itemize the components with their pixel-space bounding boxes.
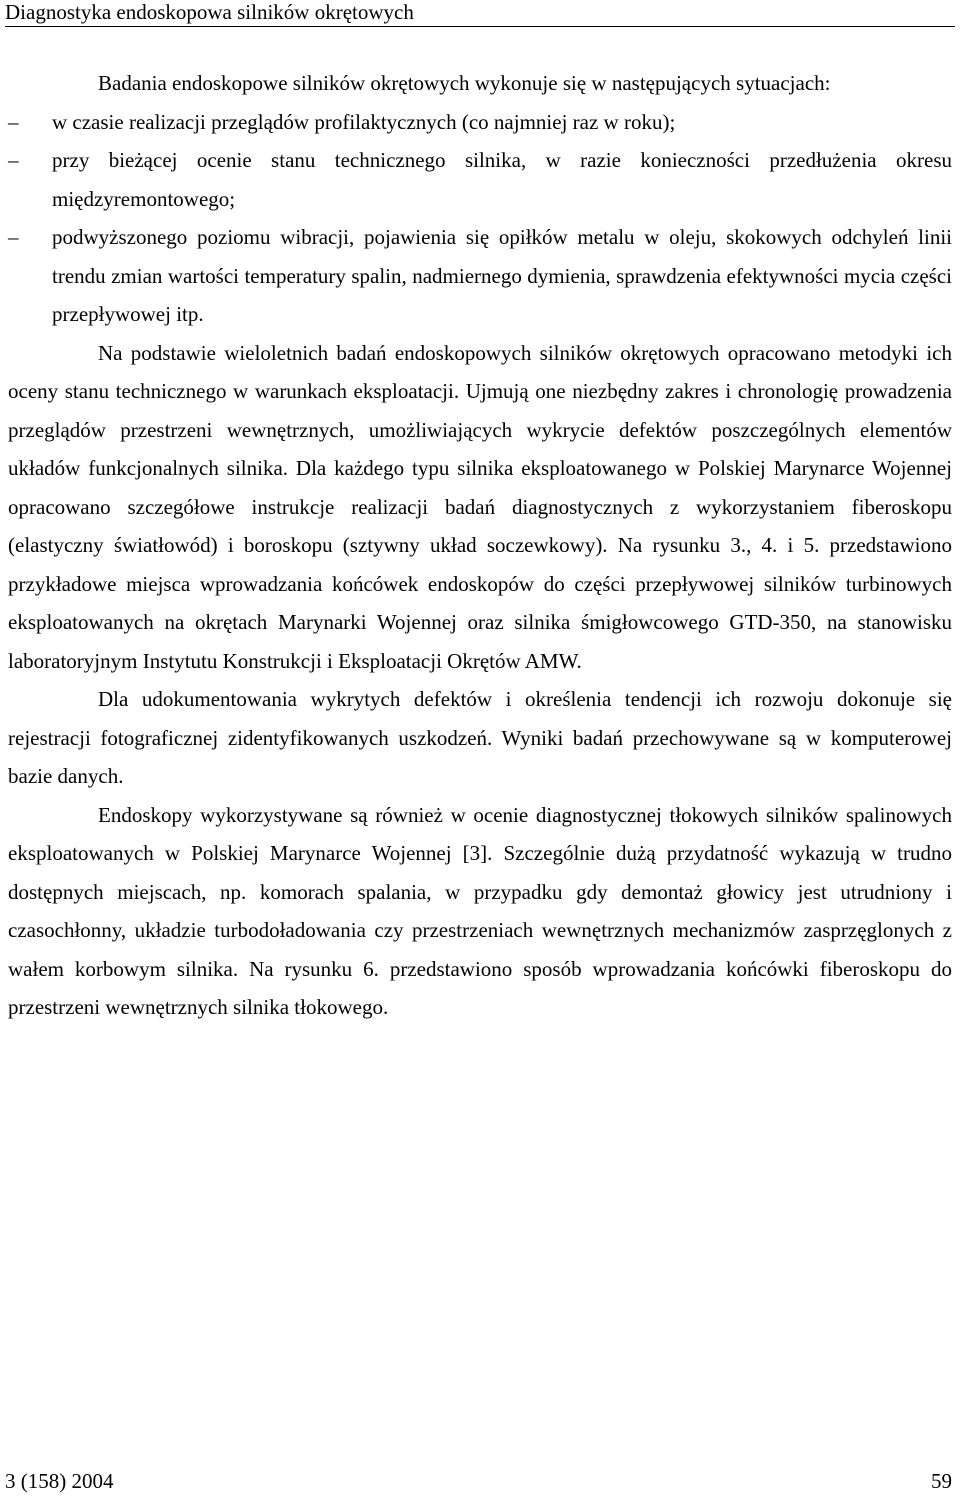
issue-label: 3 (158) 2004 — [5, 1469, 114, 1493]
page-footer — [5, 1468, 952, 1494]
list-item — [8, 141, 952, 218]
running-title: Diagnostyka endoskopowa silników okrętowych — [5, 0, 414, 24]
list-item-text: przy bieżącej ocenie stanu technicznego silnika, w razie konieczności przedłużenia okresu międzyremontowego; — [52, 148, 952, 211]
dash-bullet: – — [8, 225, 19, 249]
list-item — [8, 103, 952, 142]
paragraph-piston-engines: Endoskopy wykorzystywane są również w ocenie diagnostycznej tłokowych silników spalinowych eksploatowanych w Polskiej Marynarce Wojennej [3]. Szczególnie dużą przydatność wykazują w trudno dostępnych miejscach, np. komorach spalania, w przypadku gdy demontaż głowicy jest utrudniony i czasochłonny, układzie turbodoładowania czy przestrzeniach wewnętrznych mechanizmów zasprzęglonych z wałem korbowym silnika. Na rysunku 6. przedstawiono sposób wprowadzania końcówki fiberoskopu do przestrzeni wewnętrznych silnika tłokowego. — [8, 802, 952, 1019]
situations-list — [8, 103, 952, 334]
page-number: 59 — [931, 1469, 952, 1493]
list-item-text: podwyższonego poziomu wibracji, pojawienia się opiłków metalu w oleju, skokowych odchyleń linii trendu zmian wartości temperatury spalin, nadmiernego dymienia, sprawdzenia efektywności mycia części przepływowej itp. — [52, 225, 952, 326]
running-header — [5, 0, 955, 27]
intro-paragraph: Badania endoskopowe silników okrętowych wykonuje się w następujących sytuacjach: — [98, 71, 831, 95]
paragraph-methodology: Na podstawie wieloletnich badań endoskopowych silników okrętowych opracowano metodyki ich oceny stanu technicznego w warunkach eksploatacji. Ujmują one niezbędny zakres i chronologię prowadzenia przeglądów przestrzeni wewnętrznych, umożliwiających wykrycie defektów poszczególnych elementów układów funkcjonalnych silnika. Dla każdego typu silnika eksploatowanego w Polskiej Marynarce Wojennej opracowano szczegółowe instrukcje realizacji badań diagnostycznych z wykorzystaniem fiberoskopu (elastyczny światłowód) i boroskopu (sztywny układ soczewkowy). Na rysunku 3., 4. i 5. przedstawiono przykładowe miejsca wprowadzania końcówek endoskopów do części przepływowej silników turbinowych eksploatowanych na okrętach Marynarki Wojennej oraz silnika śmigłowcowego GTD-350, na stanowisku laboratoryjnym Instytutu Konstrukcji i Eksploatacji Okrętów AMW. — [8, 340, 952, 673]
dash-bullet: – — [8, 148, 19, 172]
list-item — [8, 218, 952, 334]
paragraph-documentation: Dla udokumentowania wykrytych defektów i określenia tendencji ich rozwoju dokonuje się rejestracji fotograficznej zidentyfikowanych uszkodzeń. Wyniki badań przechowywane są w komputerowej bazie danych. — [8, 687, 952, 788]
list-item-text: w czasie realizacji przeglądów profilaktycznych (co najmniej raz w roku); — [52, 109, 676, 134]
dash-bullet: – — [8, 109, 19, 134]
page-body — [8, 64, 952, 1027]
